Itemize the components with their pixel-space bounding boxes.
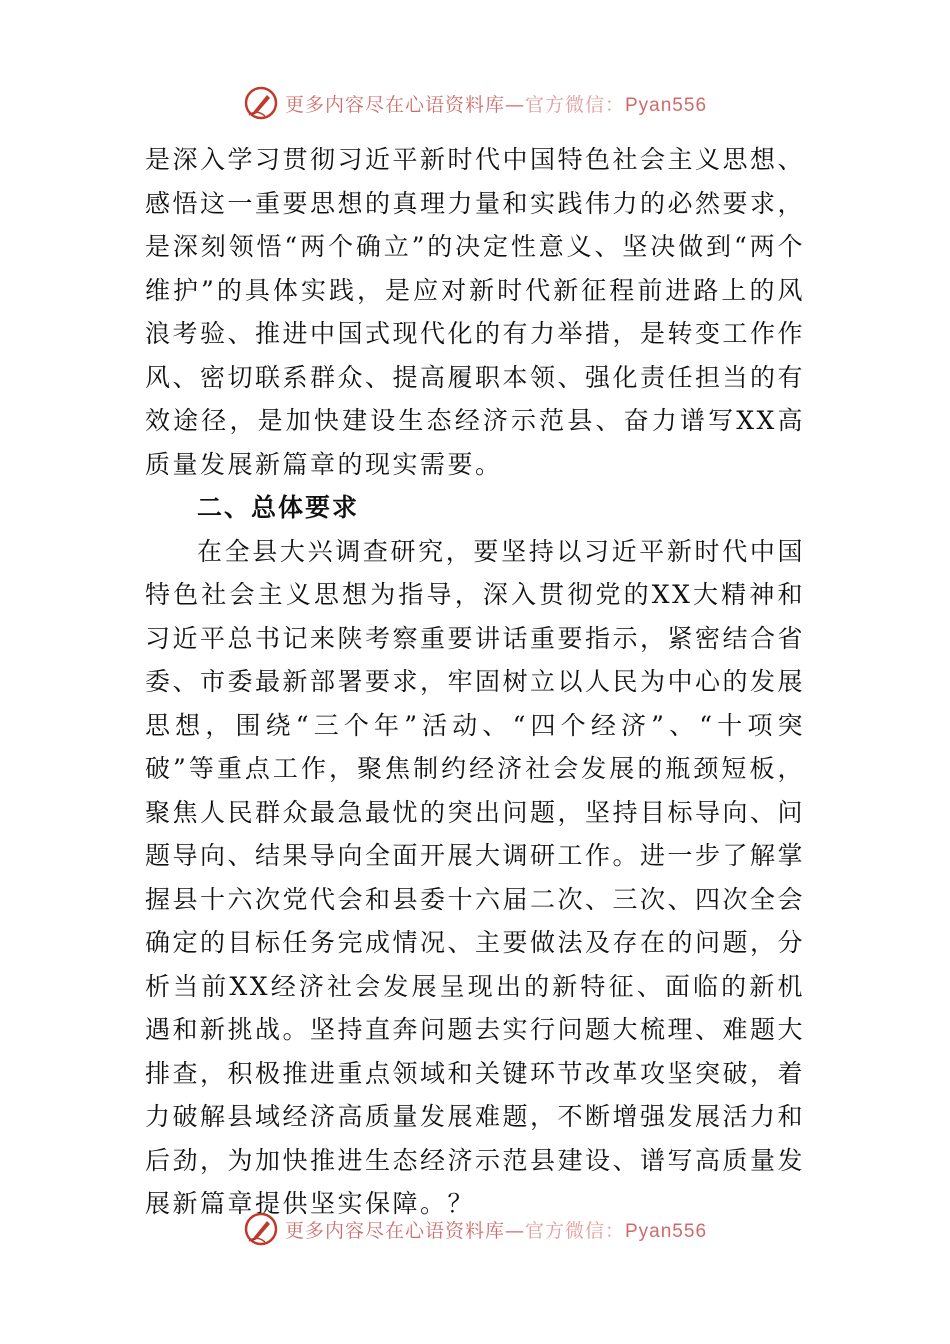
pen-logo-icon xyxy=(243,85,279,121)
footer-banner xyxy=(0,1207,950,1251)
section-heading: 二、总体要求 xyxy=(197,493,360,522)
pen-logo-icon xyxy=(243,1211,279,1247)
document-body xyxy=(145,138,805,1226)
header-banner xyxy=(0,81,950,125)
paragraph-1: 是深入学习贯彻习近平新时代中国特色社会主义思想、感悟这一重要思想的真理力量和实践伟力的必然要求，是深刻领悟“两个确立”的决定性意义、坚决做到“两个维护”的具体实践，是应对新时代新征程前进路上的风浪考验、推进中国式现代化的有力举措，是转变工作作风、密切联系群众、提高履职本领、强化责任担当的有效途径，是加快建设生态经济示范县、奋力谱写XX高质量发展新篇章的现实需要。 xyxy=(145,145,806,479)
paragraph-2: 在全县大兴调查研究，要坚持以习近平新时代中国特色社会主义思想为指导，深入贯彻党的XX大精神和习近平总书记来陕考察重要讲话重要指示，紧密结合省委、市委最新部署要求，牢固树立以人民为中心的发展思想，围绕“三个年”活动、“四个经济”、“十项突破”等重点工作，聚焦制约经济社会发展的瓶颈短板，聚焦人民群众最急最忧的突出问题，坚持目标导向、问题导向、结果导向全面开展大调研工作。进一步了解掌握县十六次党代会和县委十六届二次、三次、四次全会确定的目标任务完成情况、主要做法及存在的问题，分析当前XX经济社会发展呈现出的新特征、面临的新机遇和新挑战。坚持直奔问题去实行问题大梳理、难题大排查，积极推进重点领域和关键环节改革攻坚突破，着力破解县域经济高质量发展难题，不断增强发展活力和后劲，为加快推进生态经济示范县建设、谱写高质量发展新篇章提供坚实保障。？ xyxy=(145,536,806,1218)
footer-banner-text: 更多内容尽在心语资料库—官方微信：Pyan556 xyxy=(284,1219,708,1242)
header-banner-text: 更多内容尽在心语资料库—官方微信：Pyan556 xyxy=(284,93,708,116)
